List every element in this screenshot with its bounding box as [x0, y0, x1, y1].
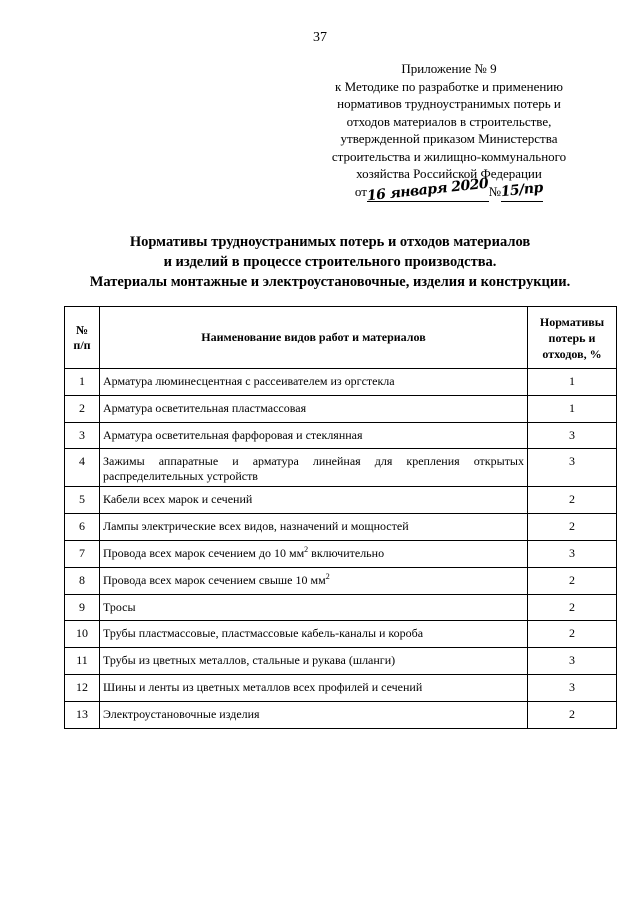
appendix-line: к Методике по разработке и применению: [335, 78, 563, 94]
table-row: [65, 540, 617, 567]
row-number: 11: [65, 648, 100, 675]
table-row: [65, 621, 617, 648]
row-name-text: Провода всех марок сечением свыше 10 мм: [103, 572, 326, 587]
order-date-line: [318, 175, 580, 204]
table-row: [65, 594, 617, 621]
row-norm: 1: [528, 369, 617, 396]
table-row: [65, 449, 617, 487]
row-number: 1: [65, 369, 100, 396]
table-row: [65, 514, 617, 541]
row-name: [100, 567, 528, 594]
table-row: [65, 422, 617, 449]
table-row: [65, 701, 617, 728]
row-norm: 3: [528, 540, 617, 567]
appendix-line: отходов материалов в строительстве,: [346, 113, 552, 129]
header-norm: [528, 307, 617, 369]
row-name: Шины и ленты из цветных металлов всех профилей и сечений: [100, 674, 528, 701]
header-number: [65, 307, 100, 369]
row-name: Зажимы аппаратные и арматура линейная для крепления открытых распределительных устройств: [100, 449, 528, 487]
date-underline: [366, 175, 489, 204]
header-norm-line: потерь и: [548, 330, 596, 345]
row-name: Арматура люминесцентная с рассеивателем из оргстекла: [100, 369, 528, 396]
handwritten-date: 16 января 2020: [366, 175, 489, 204]
date-prefix: от: [354, 183, 367, 199]
handwritten-number: 15/пр: [500, 179, 544, 200]
table-row: [65, 395, 617, 422]
appendix-block: [318, 60, 580, 202]
appendix-line: нормативов трудноустранимых потерь и: [337, 96, 561, 111]
superscript: 2: [304, 544, 309, 554]
row-norm: 2: [528, 567, 617, 594]
row-name: Трубы пластмассовые, пластмассовые кабель-каналы и короба: [100, 621, 528, 648]
norms-table: [64, 306, 617, 729]
row-norm: 3: [528, 422, 617, 449]
row-number: 13: [65, 701, 100, 728]
header-number-line: п/п: [73, 337, 91, 352]
row-norm: 3: [528, 648, 617, 675]
row-name-text: Провода всех марок сечением до 10 мм: [103, 545, 305, 560]
title-line: и изделий в процессе строительного производства.: [163, 254, 497, 270]
row-norm: 2: [528, 621, 617, 648]
row-norm: 3: [528, 449, 617, 487]
appendix-line: строительства и жилищно-коммунального: [331, 148, 567, 164]
header-norm-line: отходов, %: [542, 346, 602, 361]
appendix-line: Приложение № 9: [401, 61, 497, 76]
table-row: [65, 487, 617, 514]
row-number: 6: [65, 514, 100, 541]
row-number: 2: [65, 395, 100, 422]
number-underline: [500, 179, 544, 203]
row-number: 8: [65, 567, 100, 594]
title-line: Нормативы трудноустранимых потерь и отходов материалов: [129, 234, 531, 250]
header-name: Наименование видов работ и материалов: [100, 307, 528, 369]
row-number: 3: [65, 422, 100, 449]
row-norm: 2: [528, 701, 617, 728]
row-norm: 2: [528, 514, 617, 541]
row-norm: 2: [528, 594, 617, 621]
row-name: Электроустановочные изделия: [100, 701, 528, 728]
row-name: [100, 540, 528, 567]
row-name: Арматура осветительная пластмассовая: [100, 395, 528, 422]
table-row: [65, 567, 617, 594]
appendix-line: утвержденной приказом Министерства: [340, 131, 558, 146]
row-name: Арматура осветительная фарфоровая и стеклянная: [100, 422, 528, 449]
table-row: [65, 369, 617, 396]
row-number: 4: [65, 449, 100, 487]
row-name: Трубы из цветных металлов, стальные и рукава (шланги): [100, 648, 528, 675]
header-number-line: №: [75, 322, 89, 337]
row-name: Кабели всех марок и сечений: [100, 487, 528, 514]
row-number: 12: [65, 674, 100, 701]
row-number: 9: [65, 594, 100, 621]
row-number: 10: [65, 621, 100, 648]
row-number: 7: [65, 540, 100, 567]
table-header-row: [65, 307, 617, 369]
row-norm: 3: [528, 674, 617, 701]
number-prefix: №: [488, 183, 502, 199]
header-norm-line: Нормативы: [539, 314, 605, 329]
title-line: Материалы монтажные и электроустановочные, изделия и конструкции.: [89, 274, 571, 290]
row-name-text: включительно: [308, 545, 385, 560]
appendix-line: хозяйства Российской Федерации: [356, 166, 542, 181]
superscript: 2: [325, 571, 330, 581]
row-norm: 1: [528, 395, 617, 422]
table-row: [65, 648, 617, 675]
row-name: Лампы электрические всех видов, назначений и мощностей: [100, 514, 528, 541]
row-name: Тросы: [100, 594, 528, 621]
document-title: [40, 232, 620, 292]
row-norm: 2: [528, 487, 617, 514]
row-number: 5: [65, 487, 100, 514]
table-row: [65, 674, 617, 701]
page-number: 37: [313, 30, 327, 45]
